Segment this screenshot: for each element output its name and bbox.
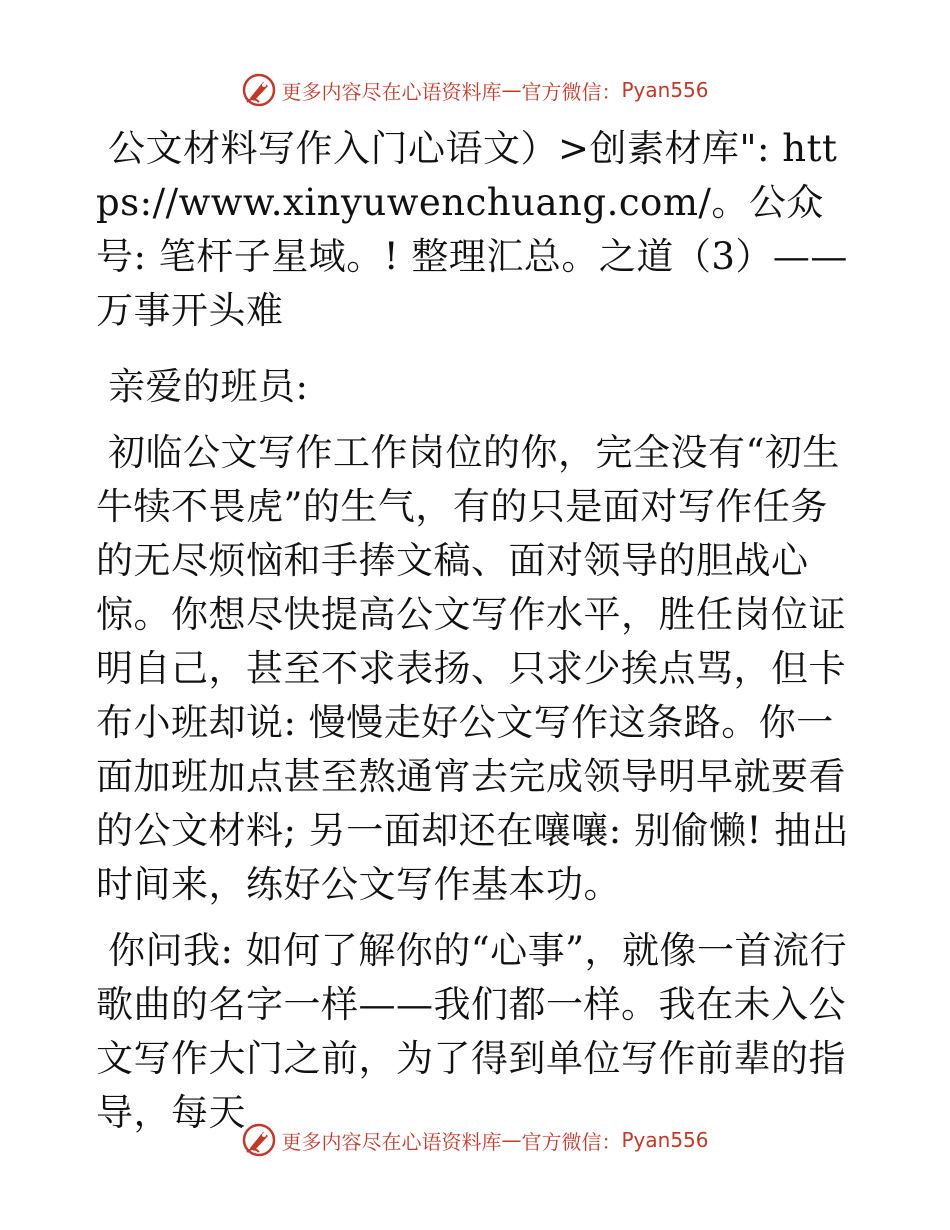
pen-nib-icon xyxy=(241,1122,277,1158)
watermark-wechat-label: 官方微信： xyxy=(521,79,622,104)
paragraph xyxy=(96,426,856,912)
watermark-text: 更多内容尽在心语资料库 xyxy=(281,79,502,104)
header-watermark xyxy=(0,70,950,110)
pen-nib-icon xyxy=(241,72,277,108)
footer-watermark xyxy=(0,1120,950,1160)
document-body xyxy=(96,122,856,1152)
paragraph xyxy=(96,924,856,1140)
document-title-text: 公文材料写作入门心语文）>创素材库": https://www.xinyuwenchuang.com/。公众号: 笔杆子星域。! 整理汇总。之道（3）——万事开头难 xyxy=(96,127,848,332)
watermark-wechat-id: Pyan556 xyxy=(621,1128,709,1152)
paragraph-text: 你问我: 如何了解你的“心事”，就像一首流行歌曲的名字一样——我们都一样。我在未入公文写作大门之前，为了得到单位写作前辈的指导，每天 xyxy=(96,929,848,1134)
watermark-separator: — xyxy=(501,78,522,102)
watermark-wechat-id: Pyan556 xyxy=(621,78,709,102)
watermark-text: 更多内容尽在心语资料库 xyxy=(281,1129,502,1154)
salutation-text: 亲爱的班员: xyxy=(108,365,309,408)
watermark-wechat-label: 官方微信： xyxy=(521,1129,622,1154)
watermark-separator: — xyxy=(501,1128,522,1152)
paragraph-text: 初临公文写作工作岗位的你，完全没有“初生牛犊不畏虎”的生气，有的只是面对写作任务的无尽烦恼和手捧文稿、面对领导的胆战心惊。你想尽快提高公文写作水平，胜任岗位证明自己，甚至不求表扬、只求少挨点骂，但卡布小班却说: 慢慢走好公文写作这条路。你一面加班加点甚至熬通宵去完成领导明早就要看的公文材料; 另一面却还在嚷嚷: 别偷懒! 抽出时间来，练好公文写作基本功。 xyxy=(96,431,850,906)
document-title xyxy=(96,122,856,338)
salutation xyxy=(96,360,856,414)
